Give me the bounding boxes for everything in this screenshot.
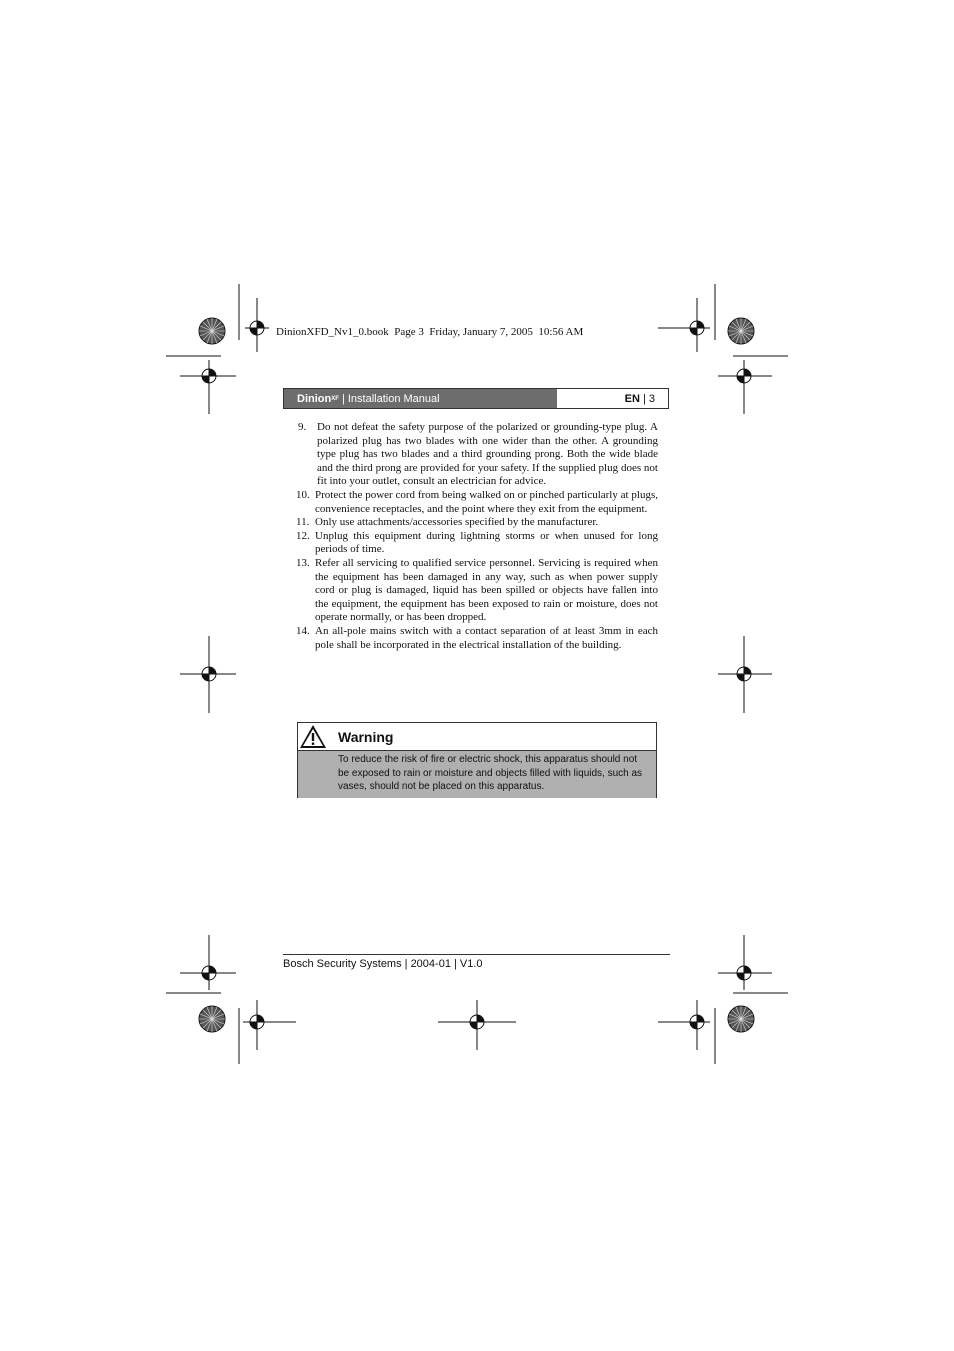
list-item-text: Only use attachments/accessories specified by the manufacturer. [315,516,599,529]
language-code: EN [624,392,640,405]
list-item [296,557,658,625]
list-item-number: 10. [296,488,310,501]
print-slug: DinionXFD_Nv1_0.book Page 3 Friday, January 7, 2005 10:56 AM [276,326,584,338]
list-item [296,421,658,489]
list-item-text: Do not defeat the safety purpose of the polarized or grounding-type plug. A polarized plug has two blades with one wider than the other. A grounding type plug has two blades and a third grounding prong. Both the wide blade and the third prong are provided for your safety. If the supplied plug does not fit into your outlet, consult an electrician for advice. [317,421,658,488]
list-item-text: Unplug this equipment during lightning storms or when unused for long periods of time. [315,529,658,556]
list-item-text: Refer all servicing to qualified service personnel. Servicing is required when the equipment has been damaged in any way, such as when power supply cord or plug is damaged, liquid has been spilled or objects have fallen into the equipment, the equipment has been exposed to rain or moisture, does not operate normally, or has been dropped. [315,556,658,624]
list-item-number: 13. [296,556,310,569]
manual-title: | Installation Manual [341,392,440,405]
list-item [296,530,658,557]
page-footer: Bosch Security Systems | 2004-01 | V1.0 [283,958,483,970]
header-title-block [284,389,557,408]
registration-mark [728,1006,754,1032]
list-item-text: An all-pole mains switch with a contact separation of at least 3mm in each pole shall be incorporated in the electrical installation of the building. [315,624,658,651]
list-item-number: 9. [298,421,307,433]
product-name: Dinion [297,392,332,405]
warning-title: Warning [338,728,394,745]
list-item [296,625,658,652]
list-item-number: 12. [296,529,310,542]
safety-instructions-list [296,421,658,652]
warning-box [297,722,657,798]
list-item [296,516,658,530]
list-item-text: Protect the power cord from being walked on or pinched particularly at plugs, convenience receptacles, and the point where they exit from the equipment. [315,488,658,515]
registration-mark [728,318,754,344]
warning-body [298,751,656,798]
product-superscript: XF [331,395,339,402]
header-page-block [557,389,668,408]
list-item [296,489,658,516]
registration-mark [199,1006,225,1032]
page-number: | 3 [642,392,655,405]
warning-triangle-icon [298,723,328,750]
list-item-number: 14. [296,624,310,637]
warning-text: To reduce the risk of fire or electric shock, this apparatus should not be exposed to rain or moisture and objects filled with liquids, such as vases, should not be placed on this apparatus. [338,754,643,793]
registration-mark [199,318,225,344]
page-header [283,388,669,409]
warning-header [298,723,656,751]
list-item-number: 11. [296,516,310,529]
footer-rule [283,954,670,955]
